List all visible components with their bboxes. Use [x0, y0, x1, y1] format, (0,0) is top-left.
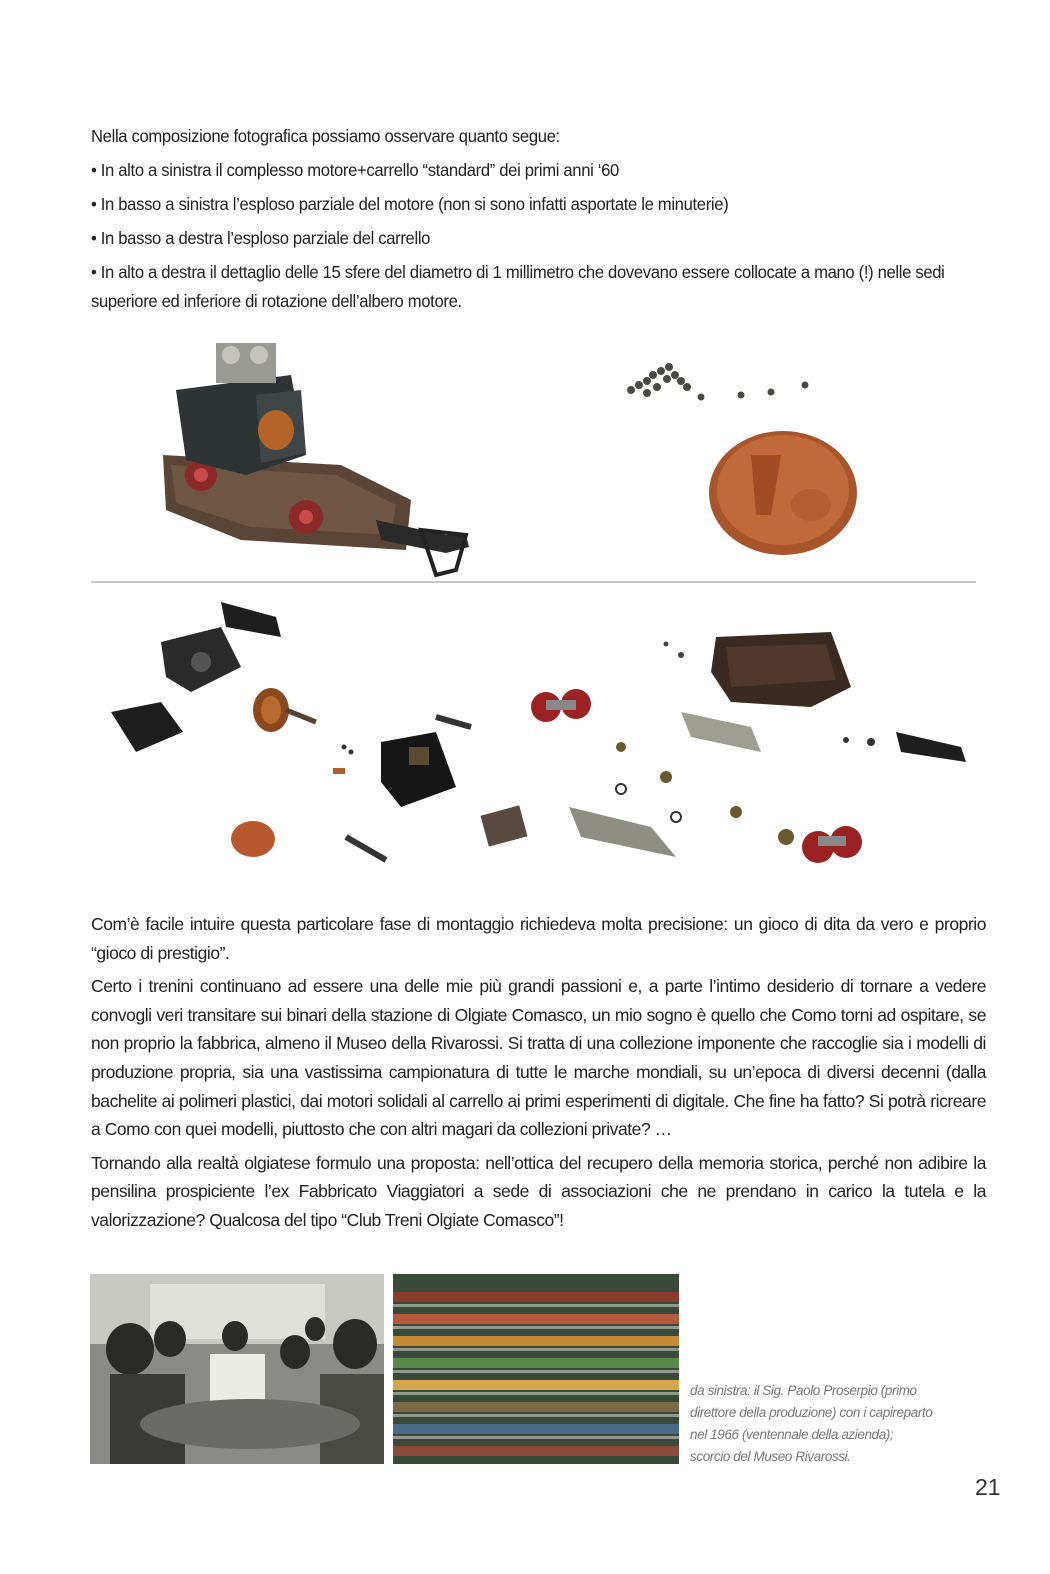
historic-staff-photo [90, 1274, 384, 1464]
divider-line [91, 581, 976, 583]
body-paragraph: Tornando alla realtà olgiatese formulo una proposta: nell’ottica del recupero della memoria storica, perché non adibire la pensilina prospiciente l’ex Fabbricato Viaggiatori a sede di associazioni che ne prendano in carico la tutela e la valorizzazione? Qualcosa del tipo “Club Treni Olgiate Comasco”! [91, 1152, 986, 1230]
intro-line: Nella composizione fotografica possiamo osservare quanto segue: [91, 126, 560, 146]
motor-assembly-photo [91, 335, 976, 585]
intro-bullet: • In alto a destra il dettaglio delle 15 sfere del diametro di 1 millimetro che dovevano essere collocate a mano (!) nelle sedi superiore ed inferiore di rotazione dell’albero motore. [91, 262, 945, 311]
rivarossi-museum-photo [393, 1274, 679, 1464]
motor-parts-illustration [111, 602, 527, 860]
caption-line: scorcio del Museo Rivarossi. [690, 1449, 851, 1464]
page-number: 21 [975, 1474, 1001, 1500]
photo-caption [690, 1380, 980, 1468]
intro-bullet: • In alto a sinistra il complesso motore+carrello “standard” dei primi anni ‘60 [91, 160, 619, 180]
intro-text [91, 122, 991, 321]
intro-bullet: • In basso a destra l’esploso parziale del carrello [91, 228, 431, 248]
coin-illustration [709, 431, 857, 555]
body-paragraph: Certo i trenini continuano ad essere una delle mie più grandi passioni e, a parte l’intimo desiderio di tornare a vedere convogli veri transitare sui binari della stazione di Olgiate Comasco, un mio sogno è quello che Como torni ad ospitare, se non proprio la fabbrica, almeno il Museo della Rivarossi. Si tratta di una collezione imponente che raccoglie sia i modelli di produzione propria, sia una vastissima campionatura di tutte le marche mondiali, su un’epoca di diversi decenni (dalla bachelite ai polimeri plastici, dai motori solidali al carrello ai primi esperimenti di digitale. Che fine ha fatto? Si potrà ricreare a Como con quei modelli, piuttosto che con altri magari da collezioni private? … [91, 976, 986, 1140]
bogie-parts-illustration [531, 632, 966, 863]
exploded-parts-photo [91, 592, 976, 897]
motor-bogie-illustration [163, 343, 469, 575]
steel-balls-illustration [627, 363, 809, 401]
body-text [91, 910, 986, 1240]
intro-bullet: • In basso a sinistra l’esploso parziale del motore (non si sono infatti asportate le minuterie) [91, 194, 729, 214]
caption-line: da sinistra: il Sig. Paolo Proserpio (primo [690, 1383, 917, 1398]
body-paragraph: Com’è facile intuire questa particolare fase di montaggio richiedeva molta precisione: un gioco di dita da vero e proprio “gioco di prestigio”. [91, 914, 986, 963]
caption-line: nel 1966 (ventennale della azienda); [690, 1427, 894, 1442]
caption-line: direttore della produzione) con i capireparto [690, 1405, 933, 1420]
